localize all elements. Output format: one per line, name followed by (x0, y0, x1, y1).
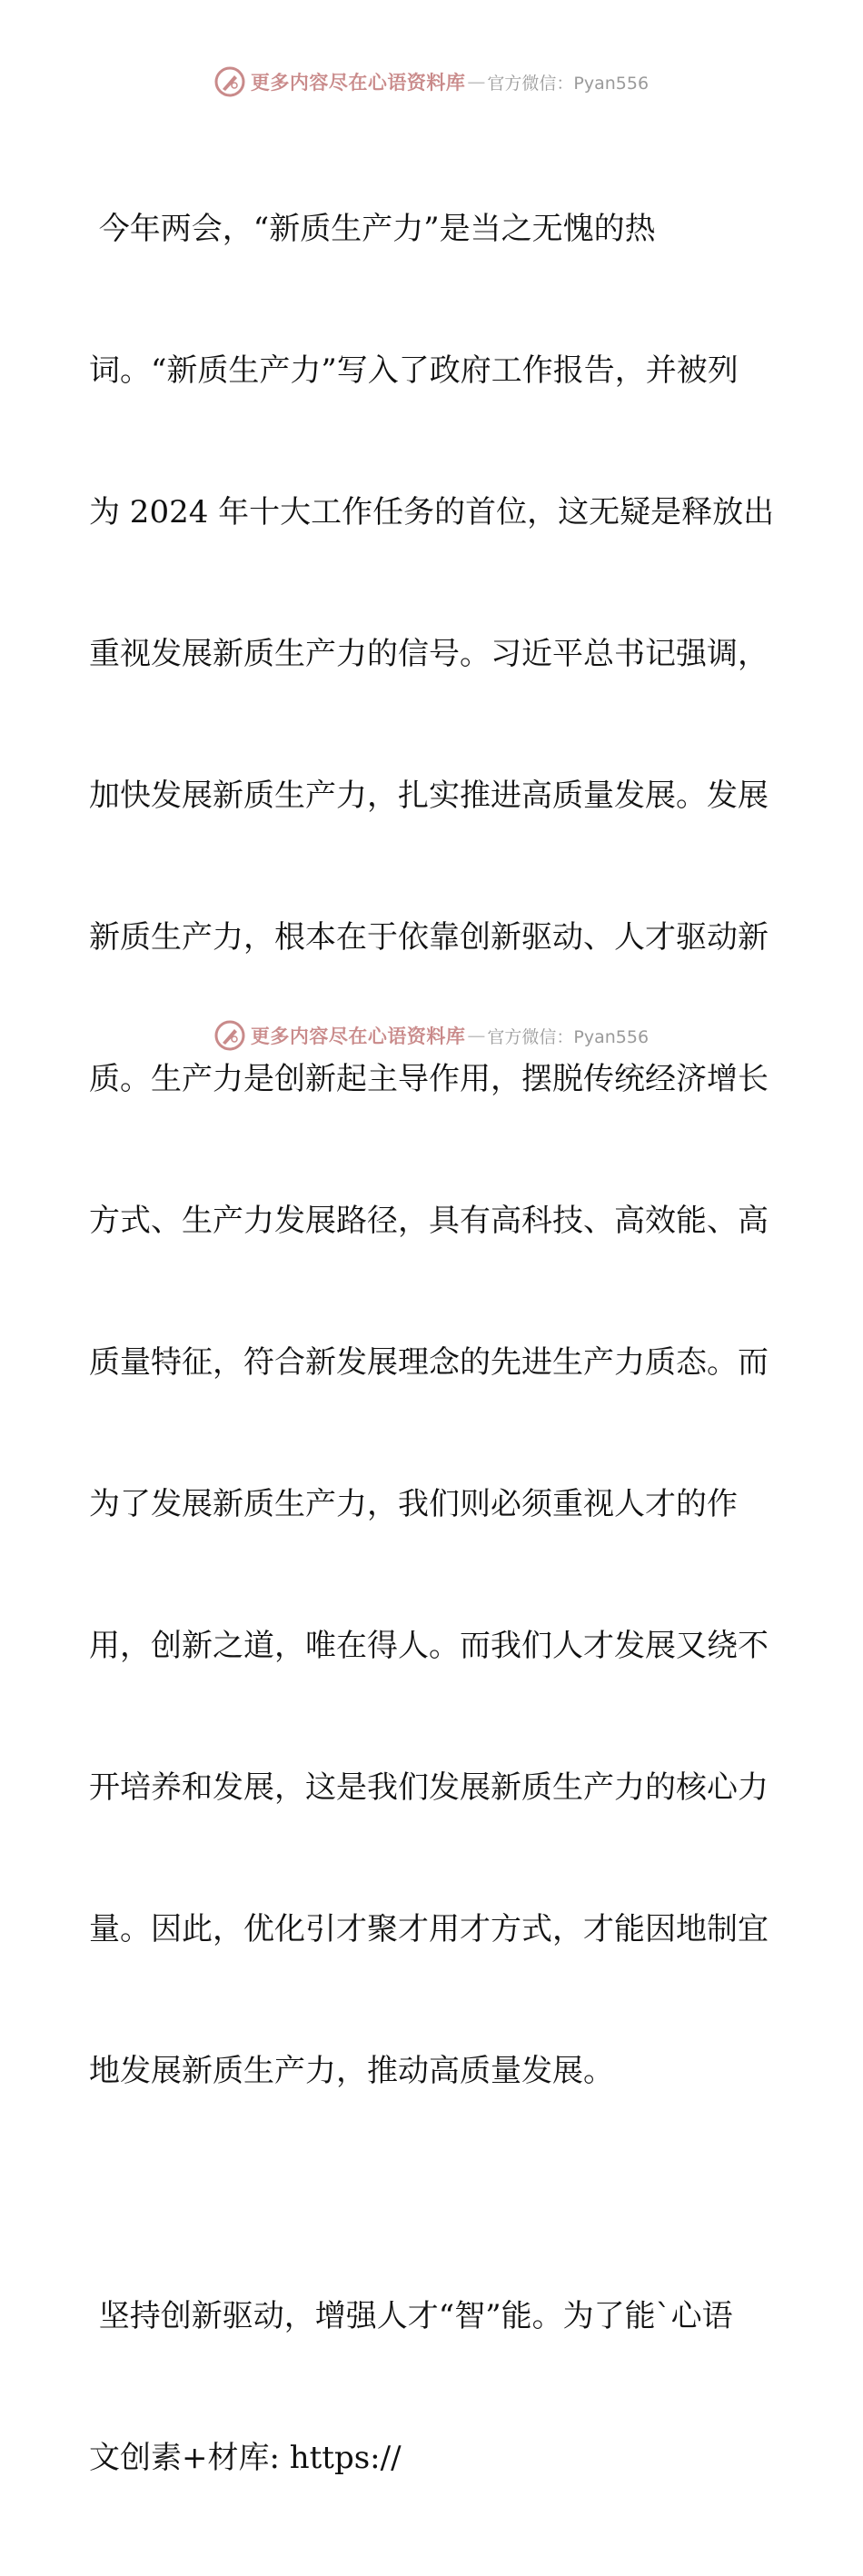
text-line: 文创素+材库: https:// (89, 2440, 402, 2476)
text-line: 词。“新质生产力”写入了政府工作报告，并被列 (89, 352, 739, 389)
text-line: 方式、生产力发展路径，具有高科技、高效能、高 (89, 1203, 769, 1239)
site-name-text: 更多内容尽在心语资料库 (250, 71, 466, 94)
text-line: 今年两会，“新质生产力”是当之无愧的热 (89, 211, 656, 247)
text-line: 地发展新质生产力，推动高质量发展。 (89, 2053, 614, 2089)
text-line: 加快发展新质生产力，扎实推进高质量发展。发展 (89, 778, 769, 814)
document-body (89, 111, 779, 2576)
text-line: 质。生产力是创新起主导作用，摆脱传统经济增长 (89, 1061, 769, 1097)
wechat-text: 官方微信：Pyan556 (487, 73, 650, 94)
text-line: 质量特征，符合新发展理念的先进生产力质态。而 (89, 1344, 769, 1381)
paragraph-2 (89, 2198, 779, 2576)
header-watermark-banner (0, 64, 863, 100)
separator-dash: — (467, 71, 486, 93)
text-line: 为了发展新质生产力，我们则必须重视人才的作 (89, 1486, 738, 1522)
text-line: 量。因此，优化引才聚才用才方式，才能因地制宜 (89, 1911, 769, 1947)
text-line: 坚持创新驱动，增强人才“智”能。为了能`心语 (89, 2298, 733, 2334)
footer-watermark-banner (0, 1017, 863, 1054)
separator-dash: — (467, 1025, 486, 1046)
site-name-text: 更多内容尽在心语资料库 (250, 1025, 466, 1047)
text-line: 用，创新之道，唯在得人。而我们人才发展又绕不 (89, 1628, 769, 1664)
pen-logo-icon (214, 66, 245, 97)
wechat-text: 官方微信：Pyan556 (487, 1026, 650, 1047)
pen-logo-icon (214, 1020, 245, 1051)
paragraph-1 (89, 111, 779, 2189)
text-line: 开培养和发展，这是我们发展新质生产力的核心力 (89, 1769, 769, 1806)
text-line: 为 2024 年十大工作任务的首位，这无疑是释放出 (89, 494, 775, 530)
text-line: 新质生产力，根本在于依靠创新驱动、人才驱动新 (89, 919, 769, 956)
text-line: 重视发展新质生产力的信号。习近平总书记强调， (89, 636, 769, 672)
